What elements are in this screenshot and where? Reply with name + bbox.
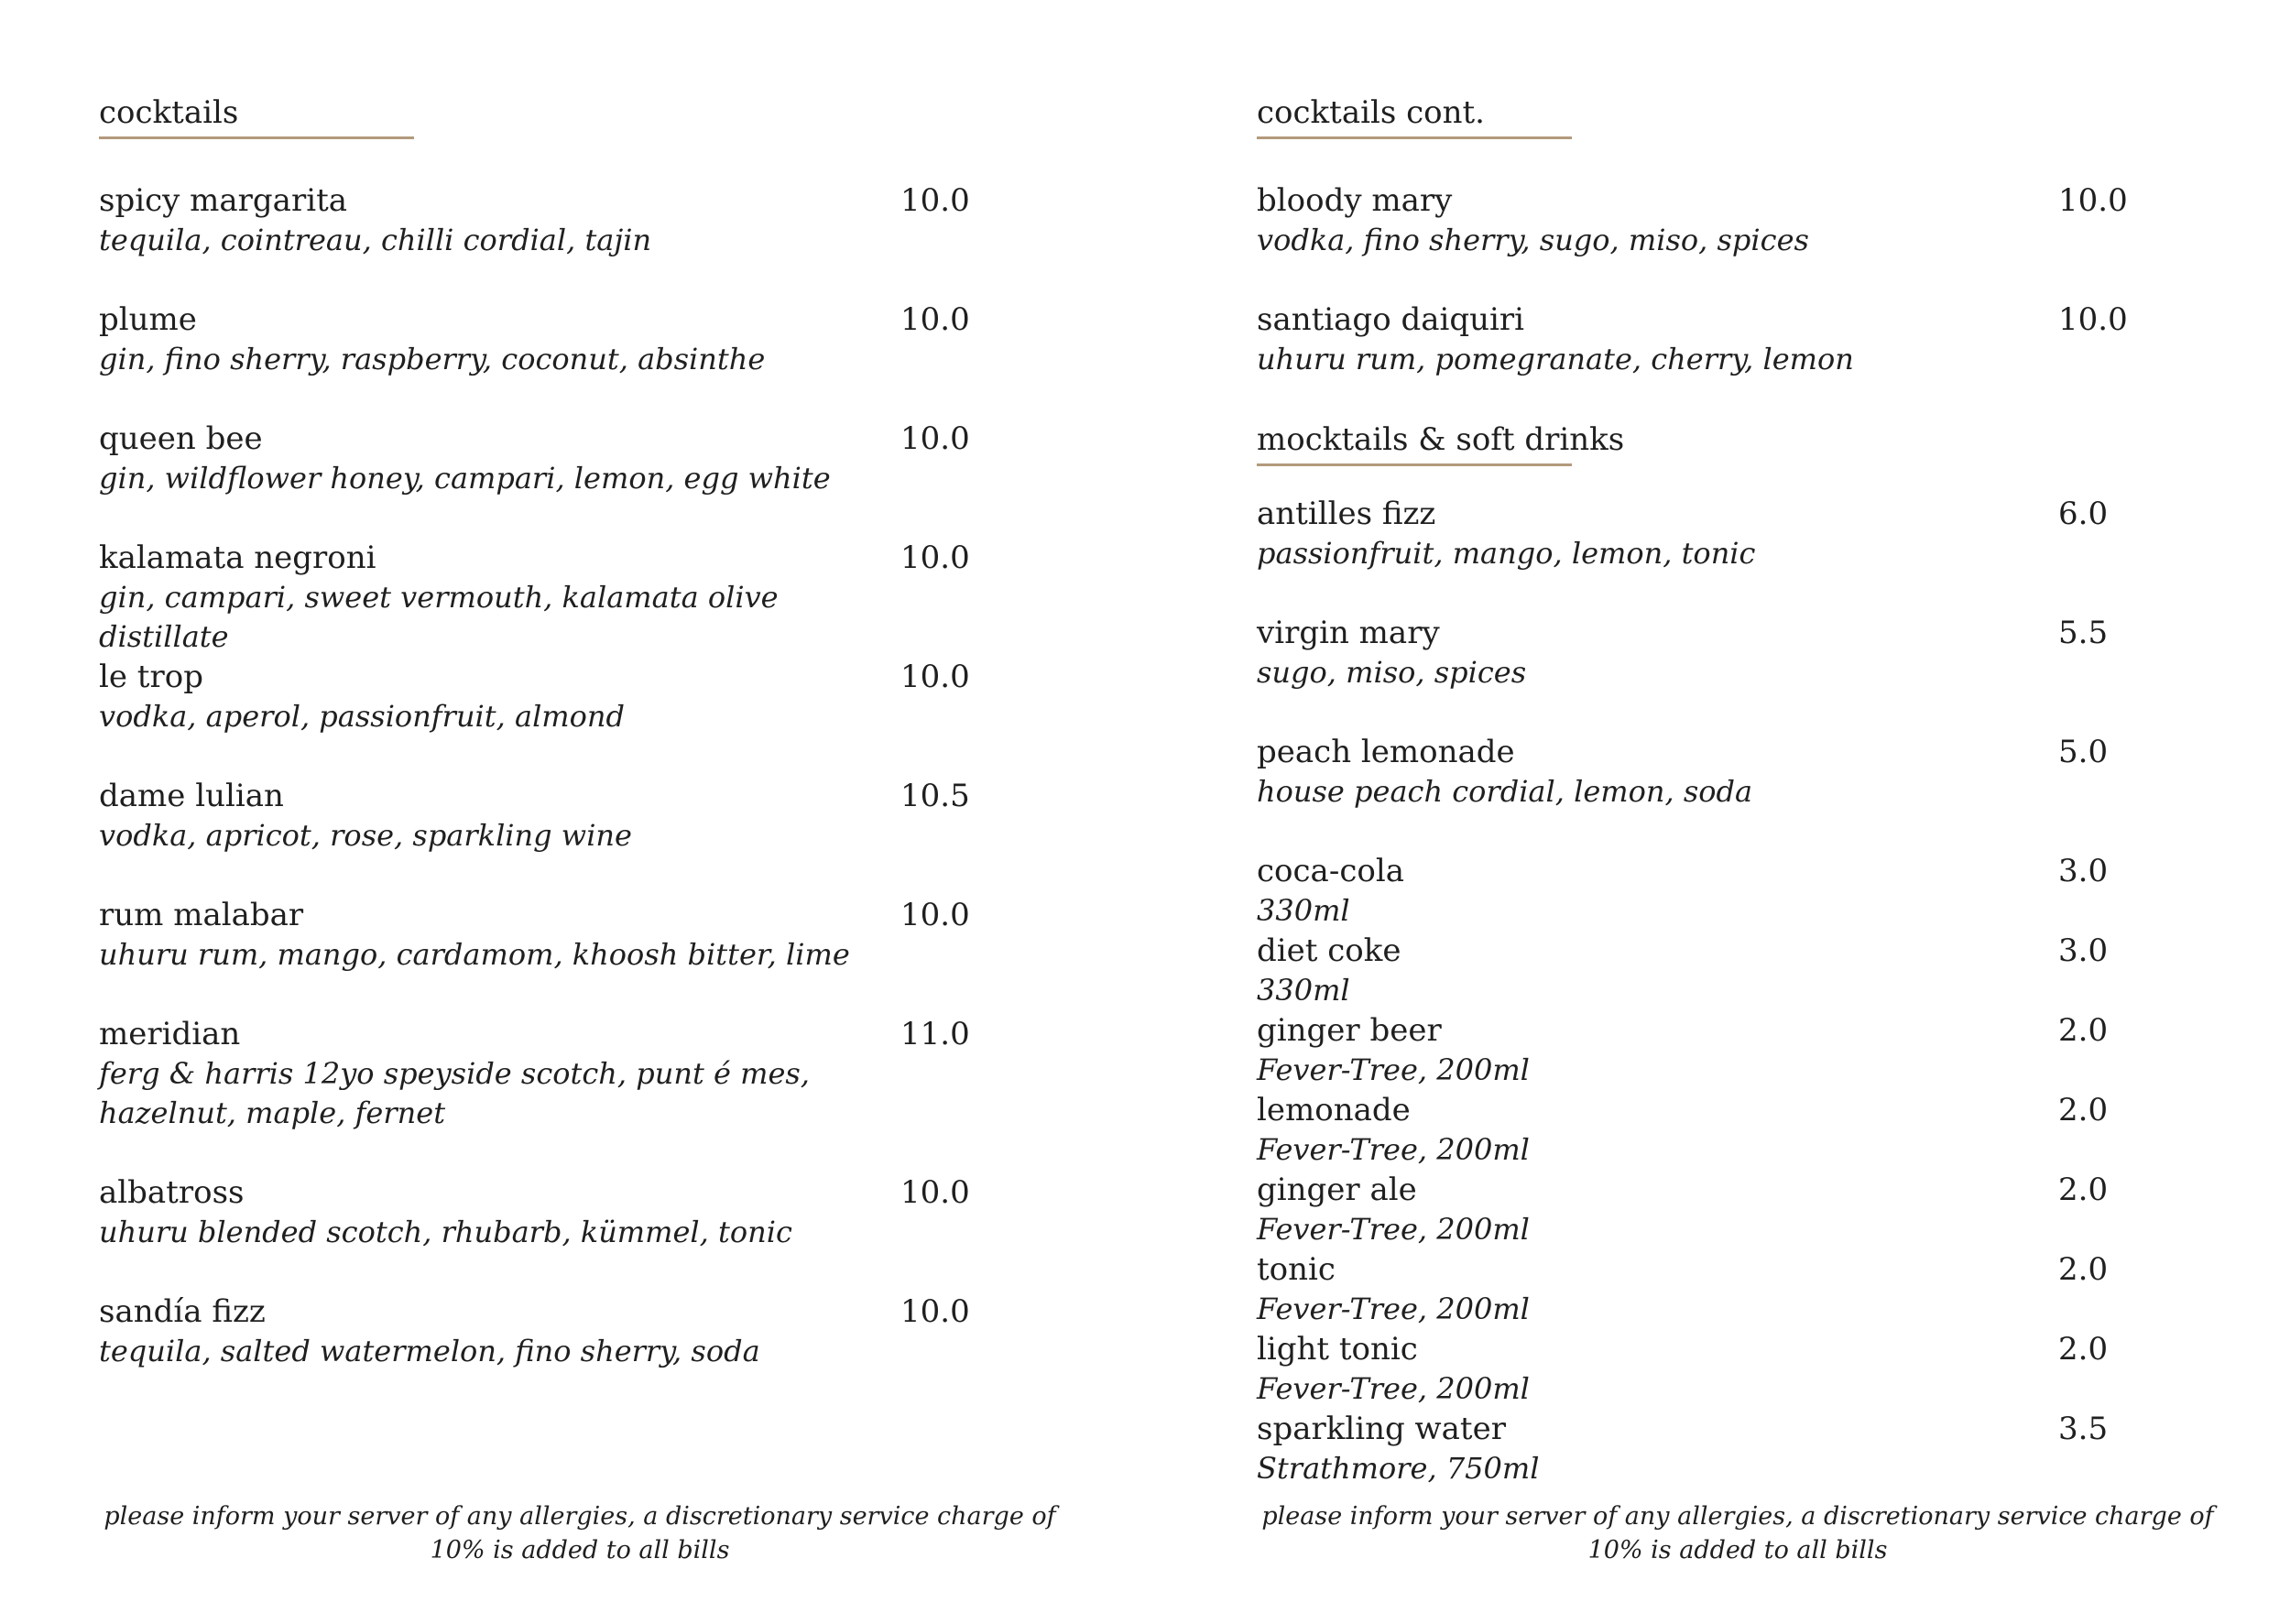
item-name: coca-cola	[1257, 853, 1404, 889]
item-description: ferg & harris 12yo speyside scotch, punt é mes, hazelnut, maple, fernet	[99, 1056, 810, 1130]
item-price: 10.0	[900, 897, 970, 933]
item-description: vodka, fino sherry, sugo, miso, spices	[1257, 223, 1809, 257]
item-name: ginger beer	[1257, 1012, 1442, 1049]
item-name: virgin mary	[1257, 615, 1440, 651]
item-price: 11.0	[900, 1016, 970, 1052]
item-name: lemonade	[1257, 1092, 1411, 1128]
item-name: light tonic	[1257, 1331, 1418, 1368]
item-description: tequila, salted watermelon, fino sherry, soda	[99, 1334, 760, 1368]
item-price: 10.0	[900, 301, 970, 338]
item-description: Fever-Tree, 200ml	[1257, 1212, 1530, 1247]
item-name: meridian	[99, 1016, 241, 1052]
item-price: 2.0	[2058, 1092, 2109, 1128]
item-name: bloody mary	[1257, 182, 1453, 219]
item-description: Fever-Tree, 200ml	[1257, 1052, 1530, 1087]
item-price: 10.0	[900, 1174, 970, 1211]
item-name: sparkling water	[1257, 1411, 1506, 1447]
item-price: 10.5	[900, 778, 970, 814]
item-price: 2.0	[2058, 1172, 2109, 1208]
item-description: gin, campari, sweet vermouth, kalamata olive distillate	[99, 580, 779, 654]
item-name: le trop	[99, 659, 203, 695]
allergy-service-note: please inform your server of any allergies, a discretionary service charge of 10% is added to all bills	[1261, 1502, 2214, 1564]
item-price: 3.0	[2058, 932, 2109, 969]
item-description: sugo, miso, spices	[1257, 655, 1527, 690]
item-name: queen bee	[99, 420, 263, 457]
item-price: 5.0	[2058, 734, 2109, 770]
item-price: 5.5	[2058, 615, 2109, 651]
item-description: vodka, apricot, rose, sparkling wine	[99, 818, 632, 853]
item-description: Strathmore, 750ml	[1257, 1451, 1540, 1486]
item-price: 10.0	[2058, 182, 2128, 219]
item-name: rum malabar	[99, 897, 304, 933]
item-name: spicy margarita	[99, 182, 348, 219]
section-heading-mocktails: mocktails & soft drinks	[1257, 421, 1625, 458]
item-name: diet coke	[1257, 932, 1401, 969]
item-description: 330ml	[1257, 973, 1350, 1008]
item-description: Fever-Tree, 200ml	[1257, 1371, 1530, 1406]
heading-underline	[99, 136, 414, 139]
item-name: ginger ale	[1257, 1172, 1417, 1208]
item-price: 3.5	[2058, 1411, 2109, 1447]
item-price: 10.0	[900, 659, 970, 695]
item-price: 10.0	[900, 1293, 970, 1330]
item-name: plume	[99, 301, 197, 338]
item-name: kalamata negroni	[99, 540, 376, 576]
section-heading-cocktails-cont: cocktails cont.	[1257, 94, 1485, 131]
item-name: tonic	[1257, 1251, 1336, 1288]
item-price: 2.0	[2058, 1251, 2109, 1288]
item-price: 10.0	[2058, 301, 2128, 338]
menu-page-left	[99, 0, 1056, 1624]
menu-page-right	[1257, 0, 2214, 1624]
item-price: 10.0	[900, 540, 970, 576]
item-price: 2.0	[2058, 1012, 2109, 1049]
item-description: passionfruit, mango, lemon, tonic	[1257, 536, 1756, 571]
item-price: 10.0	[900, 182, 970, 219]
item-description: uhuru rum, mango, cardamom, khoosh bitter, lime	[99, 937, 850, 972]
item-description: uhuru rum, pomegranate, cherry, lemon	[1257, 342, 1854, 376]
item-description: gin, wildflower honey, campari, lemon, egg white	[99, 461, 831, 496]
item-description: house peach cordial, lemon, soda	[1257, 774, 1753, 809]
item-description: vodka, aperol, passionfruit, almond	[99, 699, 625, 734]
item-name: albatross	[99, 1174, 245, 1211]
item-name: peach lemonade	[1257, 734, 1515, 770]
item-name: dame lulian	[99, 778, 284, 814]
item-description: tequila, cointreau, chilli cordial, tajin	[99, 223, 652, 257]
item-name: santiago daiquiri	[1257, 301, 1525, 338]
item-price: 10.0	[900, 420, 970, 457]
item-price: 3.0	[2058, 853, 2109, 889]
item-description: gin, fino sherry, raspberry, coconut, absinthe	[99, 342, 766, 376]
item-name: sandía fizz	[99, 1293, 266, 1330]
allergy-service-note: please inform your server of any allergies, a discretionary service charge of 10% is added to all bills	[104, 1502, 1056, 1564]
item-name: antilles fizz	[1257, 496, 1436, 532]
item-description: Fever-Tree, 200ml	[1257, 1132, 1530, 1167]
heading-underline	[1257, 136, 1572, 139]
heading-underline	[1257, 463, 1572, 466]
item-description: uhuru blended scotch, rhubarb, kümmel, tonic	[99, 1215, 792, 1249]
item-description: 330ml	[1257, 893, 1350, 928]
item-price: 6.0	[2058, 496, 2109, 532]
section-heading-cocktails: cocktails	[99, 94, 239, 131]
item-price: 2.0	[2058, 1331, 2109, 1368]
item-description: Fever-Tree, 200ml	[1257, 1292, 1530, 1326]
